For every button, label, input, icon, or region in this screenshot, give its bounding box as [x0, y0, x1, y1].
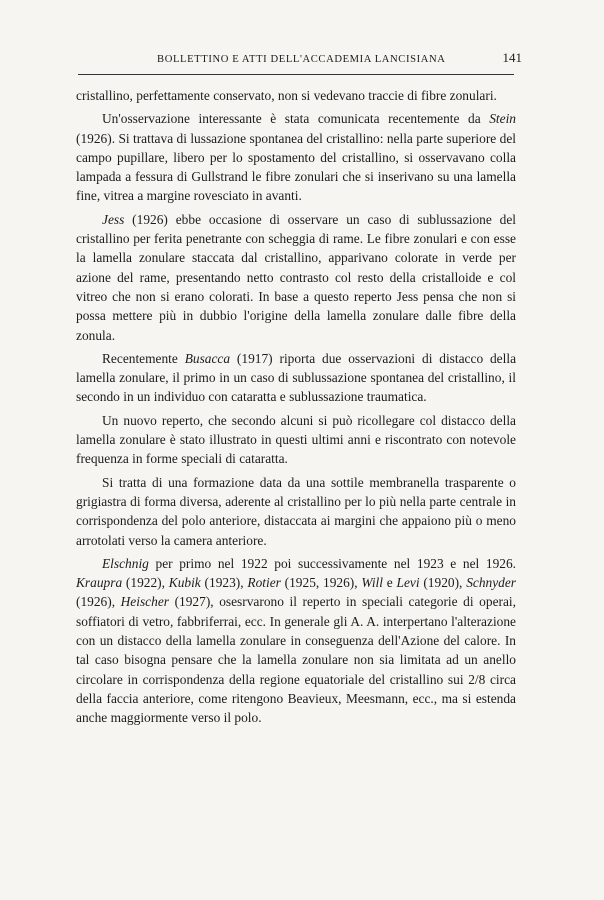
author-name: Jess: [102, 211, 125, 227]
author-name: Levi: [396, 575, 420, 591]
paragraph: [76, 86, 516, 105]
running-header: [70, 50, 522, 66]
paragraph-text: (1927), osesrvarono il reperto in speciali categorie di operai, soffiatori di vetro, fabbriferrai, ecc. In generale gli A. A. interpertano l'alterazione con un distacco della lamella zonulare in conseguenza dell'Azione del calore. In tal caso bisogna pensare che la lamella zonulare non sia limitata ad un anello circolare in corrispondenza della regione equatoriale del cristallino sui 2/8 circa della faccia anteriore, come ritengono Beavieux, Meesmann, ecc., ma si estenda anche maggiormente verso il polo.: [76, 594, 516, 726]
paragraph: [76, 210, 516, 345]
author-name: Schnyder: [466, 575, 517, 591]
paragraph: [76, 349, 516, 407]
author-name: Heischer: [120, 594, 169, 610]
author-name: Busacca: [184, 350, 231, 366]
header-rule: [78, 74, 514, 75]
paragraph-text: e: [382, 575, 397, 591]
paragraph-text: Recentemente: [102, 350, 185, 366]
author-name: Will: [361, 575, 383, 591]
paragraph-text: Un nuovo reperto, che secondo alcuni si può ricollegare col distacco della lamella zonulare è stato illustrato in questi ultimi anni e riscontrato con notevole frequenza in forme speciali di cataratta.: [76, 412, 516, 467]
author-name: Kubik: [168, 575, 201, 591]
paragraph-text: cristallino, perfettamente conservato, non si vedevano traccie di fibre zonulari.: [76, 88, 497, 103]
paragraph-text: (1917) riporta due osservazioni di distacco della lamella zonulare, il primo in un caso di sublussazione spontanea del cristallino, il secondo in un individuo con cataratta e sublussazione traumatica.: [76, 350, 517, 405]
running-title: BOLLETTINO E ATTI DELL'ACCADEMIA LANCISIANA: [157, 54, 446, 65]
paragraph-text: (1923),: [200, 575, 248, 591]
paragraph-text: (1922),: [122, 575, 169, 591]
paragraph-text: Un'osservazione interessante è stata comunicata recentemente da: [102, 111, 490, 127]
author-name: Kraupra: [76, 575, 123, 591]
author-name: Elschnig: [102, 555, 149, 571]
body-text: [76, 86, 516, 732]
paragraph: [76, 109, 516, 205]
paragraph-text: Si tratta di una formazione data da una sottile membranella trasparente o grigiastra di forma diversa, aderente al cristallino per lo più nella parte centrale in corrispondenza del polo anteriore, distaccata ai margini che appaiono più o meno arrotolati verso la camera anteriore.: [76, 474, 516, 548]
page-number: 141: [502, 50, 522, 65]
paragraph-text: (1926). Si trattava di lussazione spontanea del cristallino: nella parte superiore del campo pupillare, libero per lo spostamento del cristallino, si osservavano colla lampada a fessura di Gullstrand le fibre zonulari che si inserivano su una lamella fine, vitrea a margine rovesciato in avanti.: [76, 130, 516, 204]
author-name: Stein: [489, 111, 516, 127]
paragraph: [76, 473, 516, 550]
paragraph-text: per primo nel 1922 poi successivamente nel 1923 e nel 1926.: [148, 555, 516, 571]
paragraph: [76, 554, 516, 728]
paragraph-text: (1926),: [76, 594, 121, 610]
paragraph-text: (1920),: [419, 575, 467, 591]
paragraph: [76, 411, 516, 469]
paragraph-text: (1925, 1926),: [280, 575, 362, 591]
author-name: Rotier: [247, 575, 281, 591]
paragraph-text: (1926) ebbe occasione di osservare un caso di sublussazione del cristallino per ferita penetrante con scheggia di rame. Le fibre zonulari e con esse la lamella zonulare staccata dal cristallino, apparivano colorate in verde per azione del rame, presentando netto contrasto col resto della cristalloide e col vitreo che non si erano colorati. In base a questo reperto Jess pensa che non si possa mettere più in dubbio l'origine della lamella zonulare dalle fibre della zonula.: [76, 211, 516, 343]
